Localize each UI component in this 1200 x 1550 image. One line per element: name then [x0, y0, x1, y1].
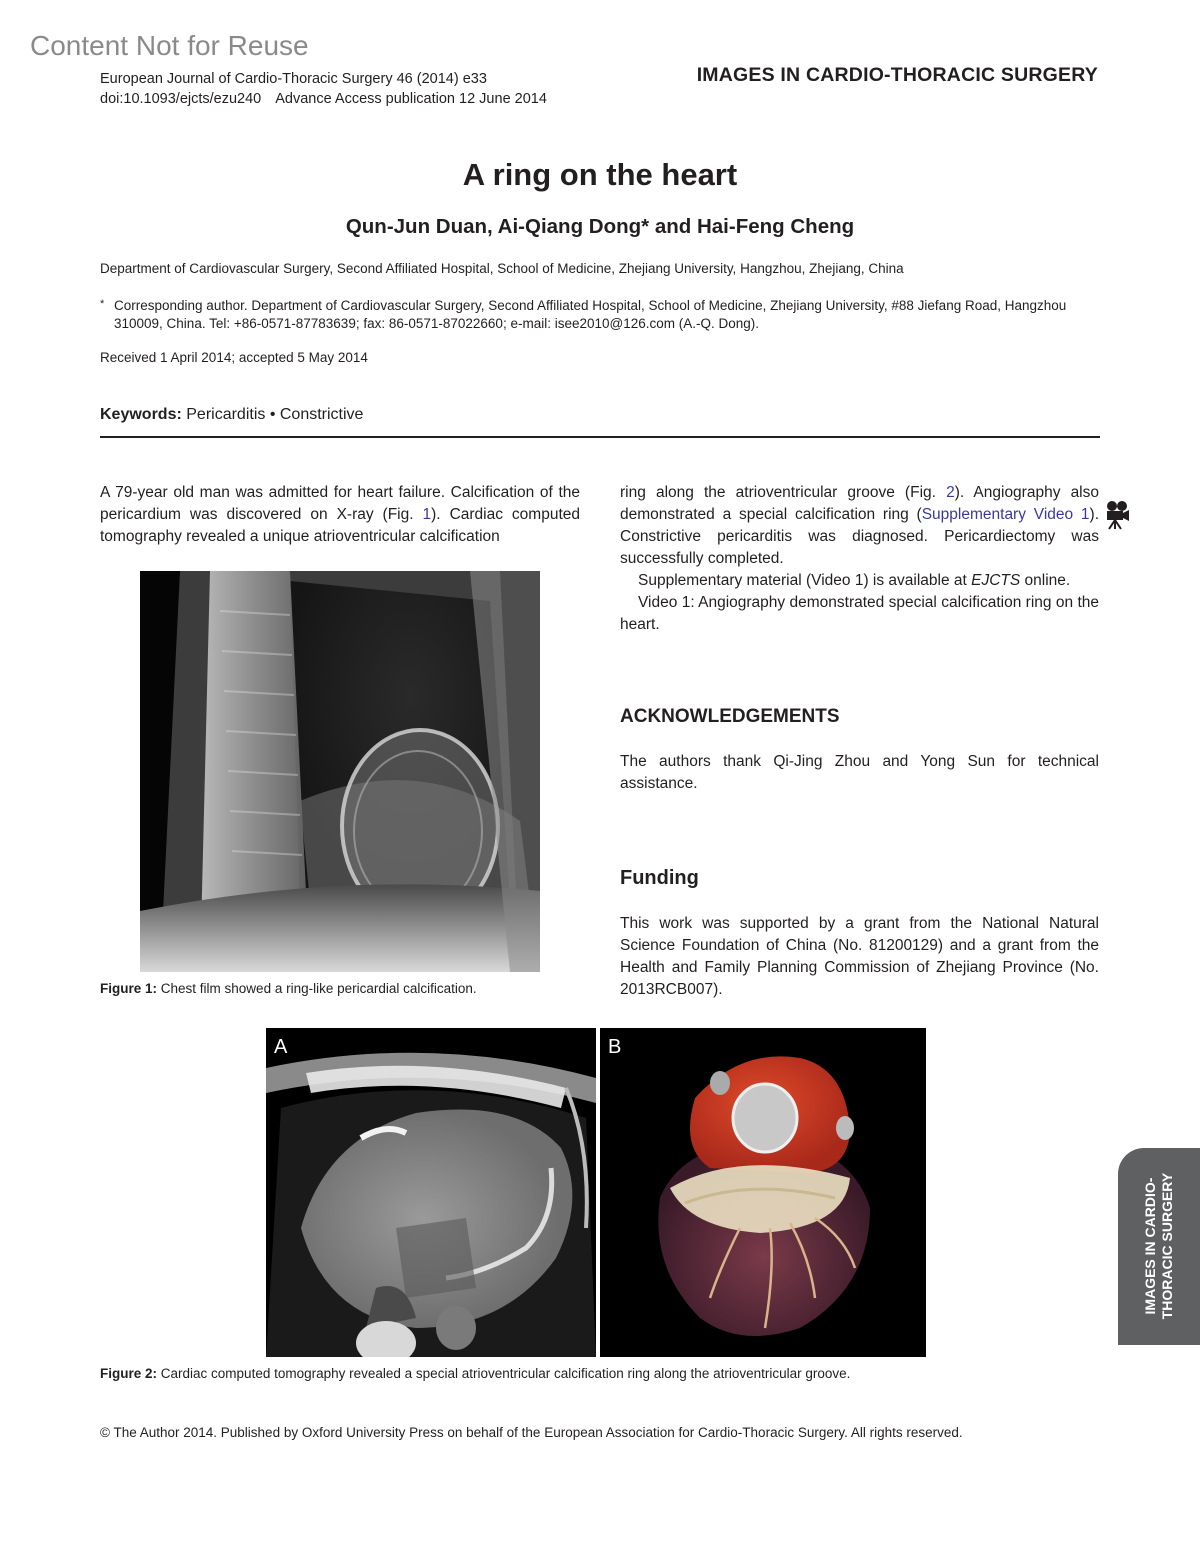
side-tab-line-1: IMAGES IN CARDIO-: [1142, 1177, 1158, 1315]
supplementary-note: [620, 570, 1099, 592]
watermark: Content Not for Reuse: [30, 30, 309, 61]
body-text: ). Angiography also demonstrated a special calcification ring (: [620, 484, 1100, 523]
figure-1-label: Figure 1:: [100, 981, 158, 996]
journal-doi-line: [100, 89, 547, 109]
figure-2-caption-text: Cardiac computed tomography revealed a special atrioventricular calcification ring along the atrioventricular groove.: [160, 1366, 851, 1381]
funding-heading: Funding: [620, 867, 699, 889]
body-paragraph-2: [620, 482, 1099, 570]
advance-access: Advance Access publication 12 June 2014: [275, 91, 547, 107]
journal-doi[interactable]: doi:10.1093/ejcts/ezu240: [100, 91, 262, 107]
figure-1-xray-image: [140, 571, 540, 972]
section-side-tab: [1118, 1148, 1200, 1345]
figure-2-panel-b: [600, 1028, 926, 1357]
ct-scan-image: [266, 1028, 596, 1357]
keywords-list: Pericarditis • Constrictive: [186, 406, 364, 423]
body-paragraph-1: [100, 482, 580, 548]
funding-text: This work was supported by a grant from the National Natural Science Foundation of China (No. 81200129) and a grant from the Health and Family Planning Commission of Zhejiang Province (No. 2013RCB007).: [620, 915, 1099, 998]
acknowledgements-heading: ACKNOWLEDGEMENTS: [620, 706, 840, 727]
article-authors: Qun-Jun Duan, Ai-Qiang Dong* and Hai-Feng Cheng: [345, 215, 855, 238]
body-text: ring along the atrioventricular groove (Fig.: [620, 484, 947, 501]
body-text: A 79-year old man was admitted for heart failure. Calcification of the pericardium was discovered on X-ray (Fig.: [100, 484, 580, 523]
journal-abbrev: EJCTS: [971, 572, 1021, 589]
movie-camera-icon[interactable]: [1104, 500, 1130, 530]
header-divider: [100, 436, 1100, 438]
figure-1-caption: [100, 981, 477, 996]
panel-a-label: A: [274, 1036, 288, 1058]
body-text: ). Constrictive pericarditis was diagnosed. Pericardiectomy was successfully completed.: [620, 506, 1099, 567]
figure-2-label: Figure 2:: [100, 1366, 158, 1381]
supplementary-video-link[interactable]: Supplementary Video 1: [921, 506, 1090, 523]
figure-1-link[interactable]: 1: [422, 506, 432, 523]
panel-b-label: B: [608, 1036, 622, 1058]
received-dates: Received 1 April 2014; accepted 5 May 2014: [100, 350, 368, 365]
video-caption: Video 1: Angiography demonstrated special calcification ring on the heart.: [620, 594, 1099, 633]
article-title: A ring on the heart: [462, 157, 738, 192]
copyright-notice: © The Author 2014. Published by Oxford University Press on behalf of the European Association for Cardio-Thoracic Surgery. All rights reserved.: [100, 1425, 963, 1440]
affiliation: Department of Cardiovascular Surgery, Second Affiliated Hospital, School of Medicine, Zhejiang University, Hangzhou, Zhejiang, China: [100, 261, 904, 276]
figure-1-caption-text: Chest film showed a ring-like pericardial calcification.: [160, 981, 477, 996]
side-tab-line-2: THORACIC SURGERY: [1159, 1172, 1175, 1320]
3d-reconstruction-image: [600, 1028, 926, 1357]
keywords: [100, 406, 363, 424]
acknowledgements-text: The authors thank Qi-Jing Zhou and Yong Sun for technical assistance.: [620, 753, 1099, 792]
body-column-2: [620, 482, 1099, 636]
body-text: Supplementary material (Video 1) is available at: [638, 572, 972, 589]
figure-2-link[interactable]: 2: [946, 484, 955, 501]
corresponding-author: [100, 297, 1100, 333]
figure-2-panel-a: [266, 1028, 596, 1357]
figure-2-caption: [100, 1366, 850, 1381]
corresponding-text: Corresponding author. Department of Cardiovascular Surgery, Second Affiliated Hospital, School of Medicine, Zhejiang University, #88 Jiefang Road, Hangzhou 310009, China. Tel: +86-0571-87783639; fax: 86-0571-87022660; e-mail: isee2010@126.com (A.-Q. Dong).: [114, 298, 1067, 331]
journal-meta: [100, 69, 547, 109]
journal-citation: European Journal of Cardio-Thoracic Surgery 46 (2014) e33: [100, 71, 487, 87]
corresponding-star: *: [100, 298, 105, 310]
section-heading: IMAGES IN CARDIO-THORACIC SURGERY: [696, 64, 1098, 86]
side-tab-label: [1142, 1173, 1176, 1320]
body-text: ). Cardiac computed tomography revealed a unique atrioventricular calcification: [100, 506, 581, 545]
body-text: online.: [1020, 572, 1071, 589]
keywords-label: Keywords:: [100, 406, 182, 423]
